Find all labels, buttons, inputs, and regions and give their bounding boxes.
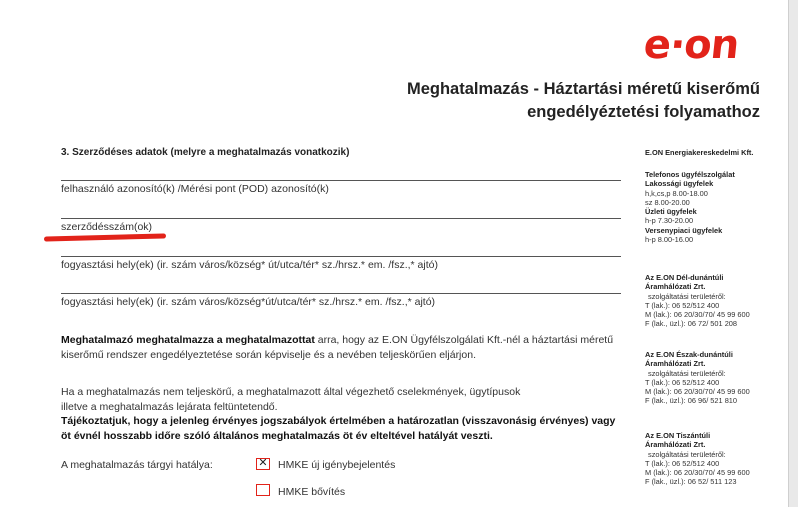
notice-bold: Tájékoztatjuk, hogy a jelenleg érvényes jogszabályok értelmében a határozatlan (visszavonásig érvényes) vagy öt évnél hosszabb időre szóló általános meghatalmazás öt év elteltével hatályát veszti. bbox=[61, 415, 616, 442]
residential-heading: Lakossági ügyfelek bbox=[645, 179, 714, 189]
authorization-bold: Meghatalmazó meghatalmazza a meghatalmazottat bbox=[61, 334, 315, 346]
checkbox-label-hmke-new: HMKE új igénybejelentés bbox=[278, 459, 396, 471]
sidebar-company bbox=[645, 148, 785, 157]
scope-label: A meghatalmazás tárgyi hatálya: bbox=[61, 459, 213, 471]
sidebar-block-eszak-dunantuli bbox=[645, 350, 785, 406]
block-phone: T (lak.): 06 52/512 400 bbox=[645, 300, 720, 310]
block-name-2: Áramhálózati Zrt. bbox=[645, 440, 706, 450]
notice-paragraph bbox=[61, 385, 621, 443]
block-fax: F (lak., üzl.): 06 72/ 501 208 bbox=[645, 319, 738, 329]
authorization-text: arra, hogy az E.ON Ügyfélszolgálati Kft.-nél a háztartási méretű kiserőmű rendszer engedélyeztetése során képviselje és a nevében teljeskörűen eljárjon. bbox=[61, 334, 614, 361]
page-edge bbox=[788, 0, 798, 507]
page-title bbox=[407, 78, 760, 124]
red-highlight-underline bbox=[44, 233, 166, 241]
block-area: szolgáltatási területéről: bbox=[648, 449, 726, 459]
checkbox-hmke-expand[interactable] bbox=[256, 484, 270, 496]
sidebar-contact-hours bbox=[645, 170, 785, 244]
authorization-paragraph bbox=[61, 333, 621, 362]
sidebar-company-name: E.ON Energiakereskedelmi Kft. bbox=[645, 148, 754, 157]
block-mobile: M (lak.): 06 20/30/70/ 45 99 600 bbox=[645, 468, 750, 478]
field-label-location-2: fogyasztási hely(ek) (ir. szám város/község*út/utca/tér* sz./hrsz.* em. /fsz.,* ajtó) bbox=[61, 296, 436, 308]
business-hours: h-p 7.30-20.00 bbox=[645, 216, 694, 226]
block-area: szolgáltatási területéről: bbox=[648, 291, 726, 301]
checkbox-x-mark: ✕ bbox=[258, 457, 268, 469]
field-line-user-id[interactable] bbox=[61, 180, 621, 181]
block-name-1: Az E.ON Tiszántúli bbox=[645, 431, 711, 440]
field-line-location-1[interactable] bbox=[61, 256, 621, 257]
sidebar-block-del-dunantuli bbox=[645, 273, 785, 329]
block-mobile: M (lak.): 06 20/30/70/ 45 99 600 bbox=[645, 310, 750, 320]
notice-line-1: Ha a meghatalmazás nem teljeskörű, a meghatalmazott által végezhető cselekmények, ügytípusok bbox=[61, 386, 521, 398]
residential-hours-1: h,k,cs,p 8.00-18.00 bbox=[645, 188, 708, 198]
block-name-2: Áramhálózati Zrt. bbox=[645, 359, 706, 369]
notice-line-2: illetve a meghatalmazás lejárata feltüntetendő. bbox=[61, 400, 278, 413]
block-name-1: Az E.ON Észak-dunántúli bbox=[645, 350, 733, 359]
block-mobile: M (lak.): 06 20/30/70/ 45 99 600 bbox=[645, 387, 750, 397]
checkbox-label-hmke-expand: HMKE bővítés bbox=[278, 486, 346, 498]
field-line-location-2[interactable] bbox=[61, 293, 621, 294]
residential-hours-2: sz 8.00-20.00 bbox=[645, 197, 690, 207]
eon-logo: e·on bbox=[641, 22, 741, 68]
block-phone: T (lak.): 06 52/512 400 bbox=[645, 377, 720, 387]
title-line-2: engedélyéztetési folyamathoz bbox=[527, 103, 760, 121]
business-heading: Üzleti ügyfelek bbox=[645, 207, 697, 217]
title-line-1: Meghatalmazás - Háztartási méretű kiserőmű bbox=[406, 80, 760, 98]
competitive-heading: Versenypiaci ügyfelek bbox=[645, 225, 723, 235]
field-label-user-id: felhasználó azonosító(k) /Mérési pont (POD) azonosító(k) bbox=[61, 183, 329, 195]
section-heading: 3. Szerződéses adatok (melyre a meghatalmazás vonatkozik) bbox=[61, 147, 350, 158]
checkbox-hmke-new[interactable] bbox=[256, 458, 270, 470]
field-line-contract[interactable] bbox=[61, 218, 621, 219]
field-label-contract: szerződésszám(ok) bbox=[61, 221, 153, 233]
block-area: szolgáltatási területéről: bbox=[648, 368, 726, 378]
phone-heading: Telefonos ügyfélszolgálat bbox=[645, 170, 735, 179]
block-name-1: Az E.ON Dél-dunántúli bbox=[645, 273, 724, 282]
sidebar-block-tiszantuli bbox=[645, 431, 785, 487]
block-phone: T (lak.): 06 52/512 400 bbox=[645, 458, 720, 468]
block-name-2: Áramhálózati Zrt. bbox=[645, 282, 706, 292]
competitive-hours: h-p 8.00-16.00 bbox=[645, 235, 694, 245]
block-fax: F (lak., üzl.): 06 52/ 511 123 bbox=[645, 477, 737, 487]
field-label-location-1: fogyasztási hely(ek) (ir. szám város/község* út/utca/tér* sz./hrsz.* em. /fsz.,* ajtó) bbox=[61, 259, 438, 271]
block-fax: F (lak., üzl.): 06 96/ 521 810 bbox=[645, 396, 738, 406]
